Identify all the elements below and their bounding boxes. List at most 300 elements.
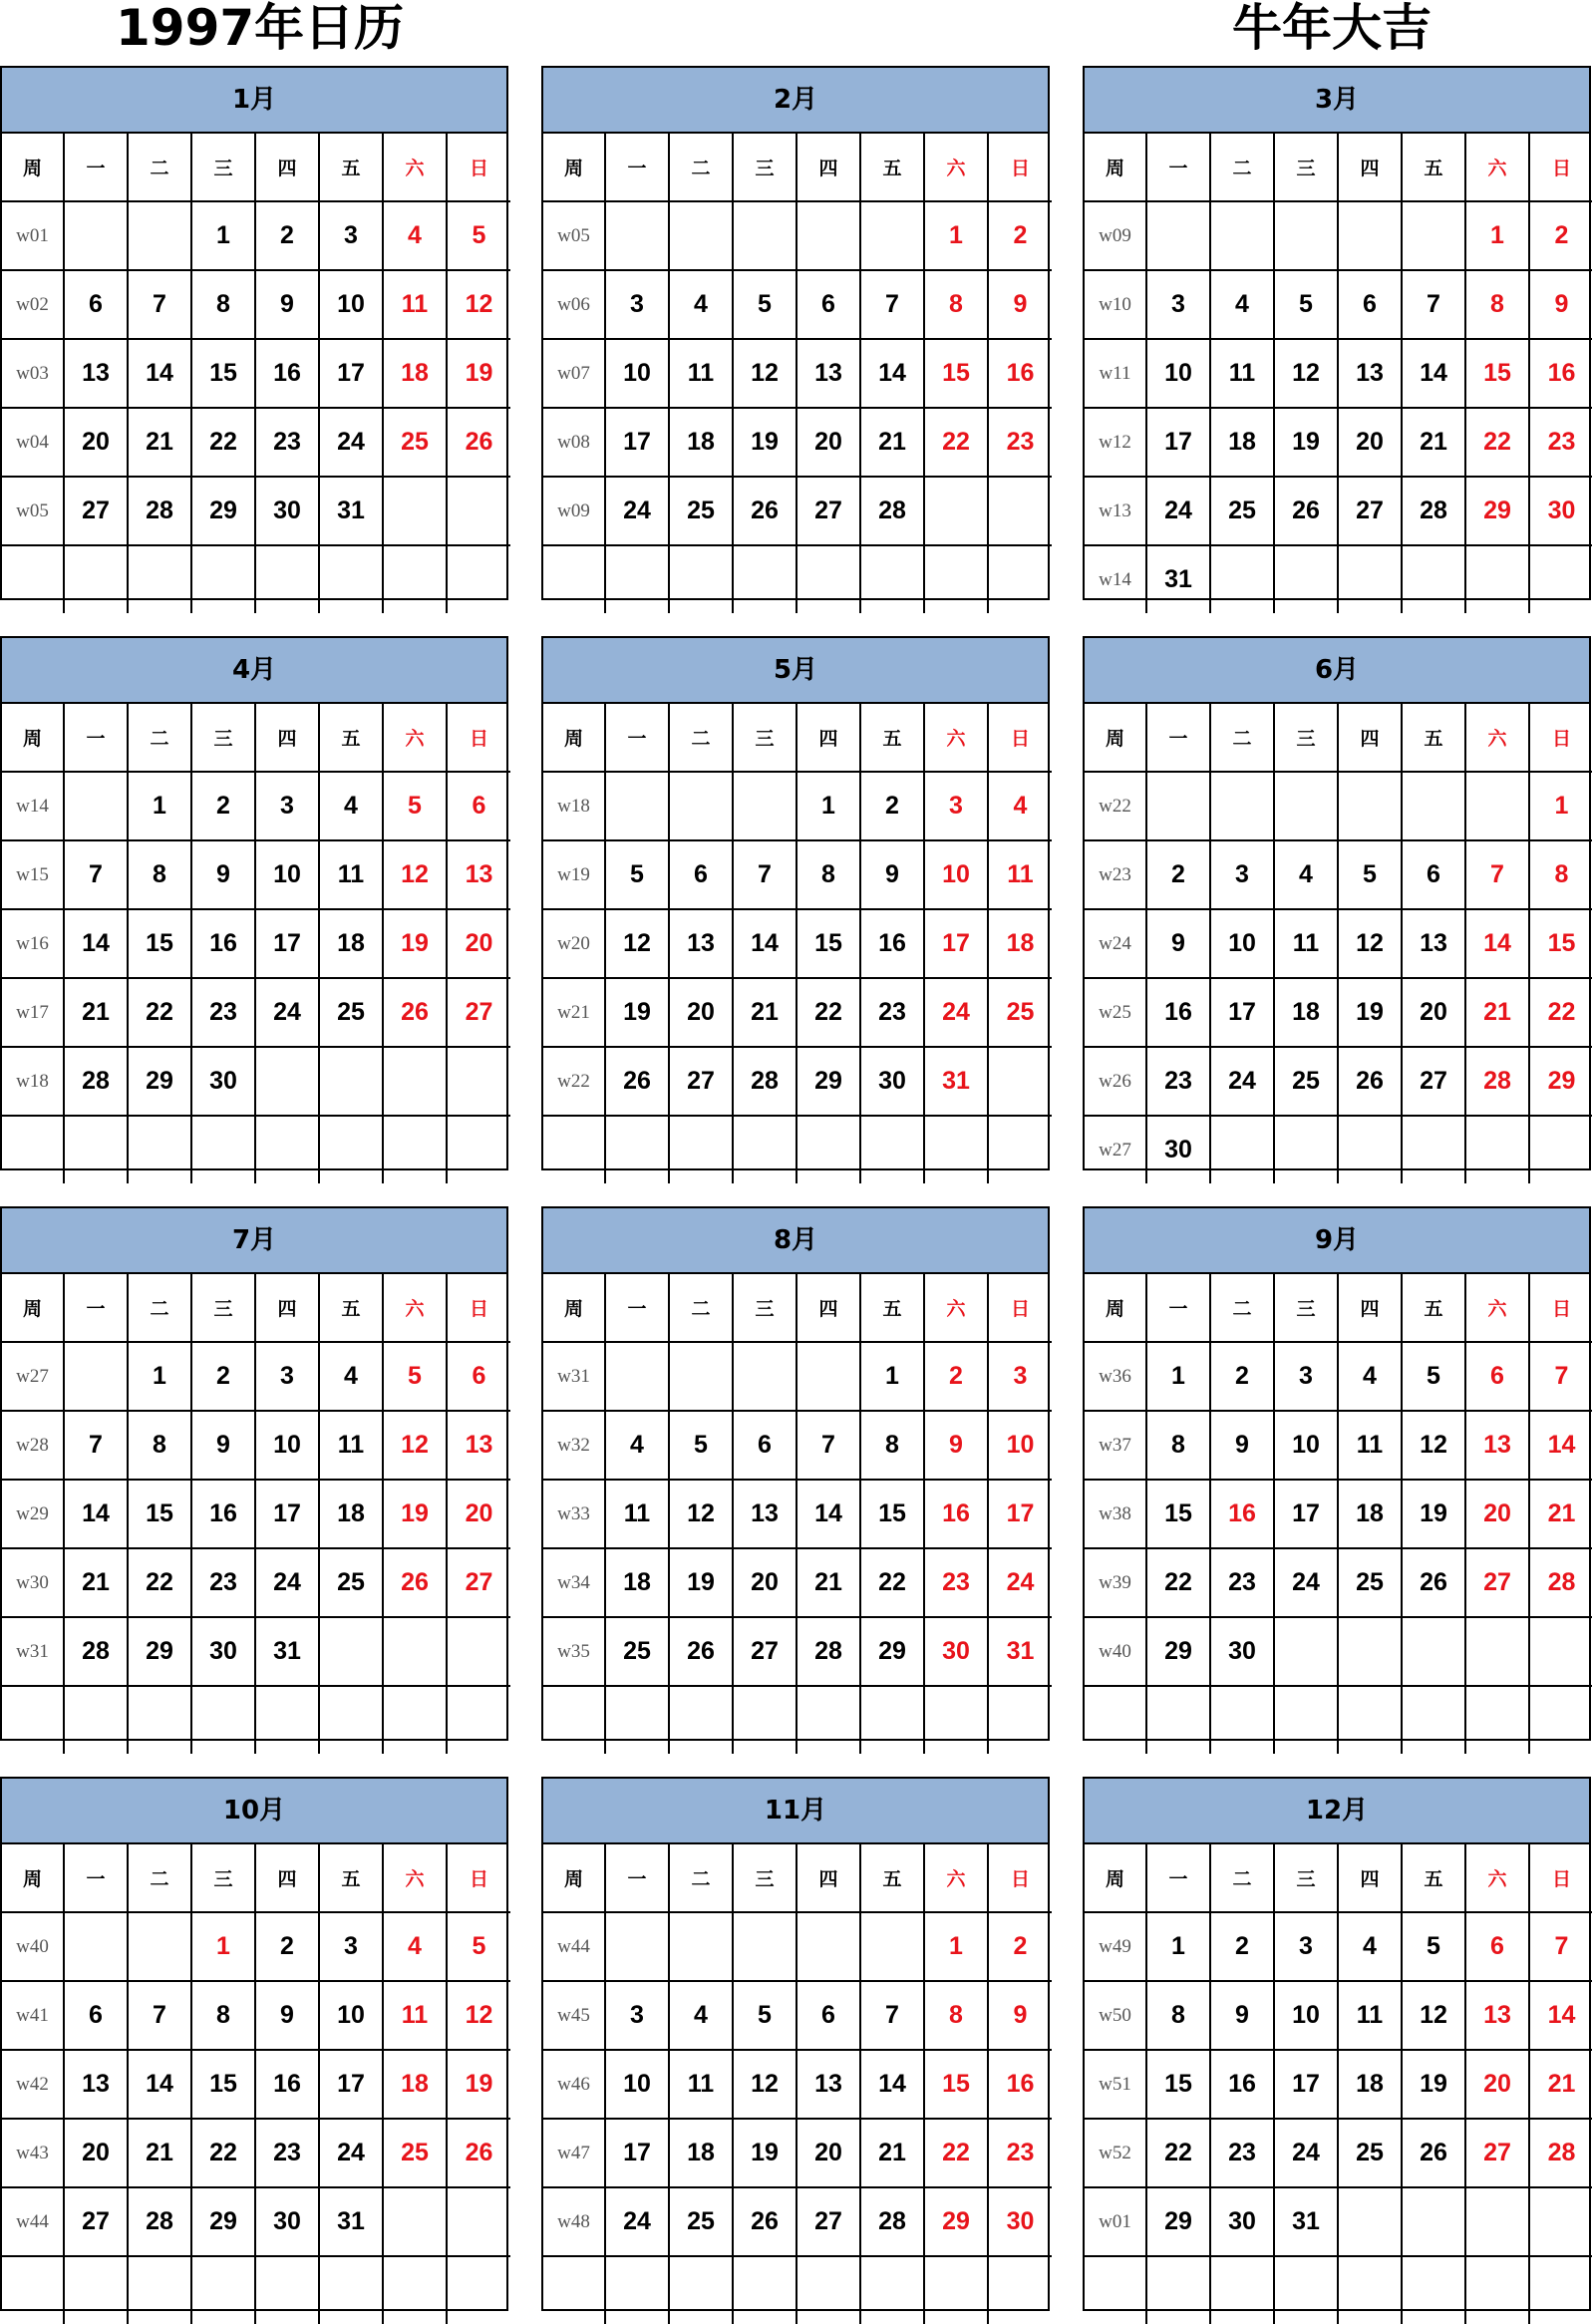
day-cell: 24 — [319, 2119, 383, 2187]
day-cell: 24 — [255, 1548, 319, 1617]
day-cell: 3 — [924, 772, 988, 840]
day-cell: 16 — [1210, 1480, 1274, 1548]
weekday-header-row — [2, 134, 510, 201]
week-column-header: 周 — [543, 704, 605, 772]
week-number: w46 — [543, 2050, 605, 2119]
day-cell: 6 — [796, 1981, 860, 2050]
week-number: w23 — [1085, 840, 1146, 909]
day-cell: 18 — [1338, 2050, 1402, 2119]
day-cell — [733, 1912, 796, 1981]
day-cell: 7 — [128, 270, 191, 339]
month-header: 4月 — [2, 638, 506, 704]
week-row — [1085, 1480, 1592, 1548]
week-number: w51 — [1085, 2050, 1146, 2119]
weekday-header: 四 — [1338, 134, 1402, 201]
week-number: w31 — [2, 1617, 64, 1686]
day-cell: 14 — [64, 1480, 128, 1548]
week-row — [543, 1981, 1052, 2050]
week-row — [543, 270, 1052, 339]
day-cell: 23 — [1210, 1548, 1274, 1617]
day-cell: 29 — [924, 2187, 988, 2256]
day-cell: 18 — [319, 1480, 383, 1548]
weekday-header: 四 — [255, 134, 319, 201]
day-cell: 17 — [319, 2050, 383, 2119]
week-number: w12 — [1085, 408, 1146, 477]
day-cell — [1402, 2187, 1465, 2256]
day-cell: 6 — [733, 1411, 796, 1480]
month-header: 2月 — [543, 68, 1048, 134]
day-cell: 22 — [796, 978, 860, 1047]
day-cell: 4 — [669, 1981, 733, 2050]
day-cell: 21 — [1465, 978, 1529, 1047]
week-row — [2, 2119, 510, 2187]
weekday-header: 四 — [255, 1274, 319, 1342]
week-column-header: 周 — [2, 1844, 64, 1912]
weekday-header: 六 — [924, 1274, 988, 1342]
week-number: w03 — [2, 339, 64, 408]
day-cell: 25 — [988, 978, 1052, 1047]
week-number: w01 — [2, 201, 64, 270]
day-cell — [669, 1912, 733, 1981]
day-cell: 13 — [796, 339, 860, 408]
week-row — [543, 1480, 1052, 1548]
day-cell: 3 — [1274, 1912, 1338, 1981]
month-header: 7月 — [2, 1208, 506, 1274]
day-cell — [733, 1686, 796, 1754]
day-cell: 1 — [1529, 772, 1592, 840]
day-cell — [1146, 201, 1210, 270]
day-cell: 28 — [128, 2187, 191, 2256]
day-cell: 22 — [924, 408, 988, 477]
day-cell: 11 — [1274, 909, 1338, 978]
day-cell: 16 — [191, 909, 255, 978]
day-cell: 7 — [733, 840, 796, 909]
week-row — [2, 1116, 510, 1183]
day-cell — [64, 1116, 128, 1183]
day-cell: 2 — [860, 772, 924, 840]
day-cell: 9 — [1529, 270, 1592, 339]
day-cell: 23 — [924, 1548, 988, 1617]
day-cell: 17 — [319, 339, 383, 408]
day-cell: 15 — [860, 1480, 924, 1548]
week-number — [543, 1116, 605, 1183]
weekday-header: 三 — [733, 704, 796, 772]
weekday-header: 二 — [128, 1844, 191, 1912]
month-calendar — [1083, 636, 1591, 1170]
weekday-header: 一 — [605, 704, 669, 772]
day-cell — [1210, 1686, 1274, 1754]
weekday-header: 一 — [64, 134, 128, 201]
week-number: w16 — [2, 909, 64, 978]
greeting-title: 牛年大吉 — [1232, 0, 1432, 57]
day-cell: 11 — [669, 339, 733, 408]
day-cell: 30 — [191, 1047, 255, 1116]
day-cell: 2 — [191, 772, 255, 840]
day-cell: 5 — [733, 1981, 796, 2050]
day-cell: 24 — [924, 978, 988, 1047]
weekday-header: 二 — [128, 134, 191, 201]
day-cell: 21 — [64, 978, 128, 1047]
week-number: w47 — [543, 2119, 605, 2187]
day-cell: 11 — [1338, 1411, 1402, 1480]
day-cell — [1274, 1617, 1338, 1686]
day-cell: 24 — [1274, 1548, 1338, 1617]
week-number: w21 — [543, 978, 605, 1047]
day-cell: 18 — [319, 909, 383, 978]
day-cell: 19 — [1402, 2050, 1465, 2119]
weekday-header: 四 — [796, 704, 860, 772]
day-cell: 10 — [1146, 339, 1210, 408]
weekday-header-row — [1085, 134, 1592, 201]
week-row — [1085, 477, 1592, 545]
week-number: w27 — [1085, 1116, 1146, 1183]
day-cell: 8 — [860, 1411, 924, 1480]
day-cell — [1338, 772, 1402, 840]
day-cell: 9 — [255, 270, 319, 339]
day-cell: 5 — [669, 1411, 733, 1480]
day-cell — [1274, 201, 1338, 270]
week-row — [1085, 2050, 1592, 2119]
week-row — [1085, 1411, 1592, 1480]
week-number: w32 — [543, 1411, 605, 1480]
week-row — [543, 2050, 1052, 2119]
day-cell: 28 — [796, 1617, 860, 1686]
day-cell: 13 — [64, 2050, 128, 2119]
day-cell: 28 — [1402, 477, 1465, 545]
day-cell: 2 — [1146, 840, 1210, 909]
day-cell: 19 — [669, 1548, 733, 1617]
day-cell — [860, 1912, 924, 1981]
day-cell — [255, 545, 319, 613]
day-cell: 6 — [447, 772, 510, 840]
day-cell: 26 — [447, 2119, 510, 2187]
month-header: 12月 — [1085, 1779, 1589, 1844]
day-cell: 16 — [1529, 339, 1592, 408]
day-cell — [605, 1912, 669, 1981]
day-cell: 30 — [1146, 1116, 1210, 1183]
week-row — [2, 201, 510, 270]
day-cell: 15 — [924, 339, 988, 408]
day-cell: 18 — [1274, 978, 1338, 1047]
month-header: 6月 — [1085, 638, 1589, 704]
day-cell — [605, 201, 669, 270]
weekday-header: 三 — [191, 1274, 255, 1342]
day-cell: 6 — [64, 1981, 128, 2050]
week-row — [543, 1912, 1052, 1981]
day-cell — [860, 1686, 924, 1754]
day-cell — [128, 1116, 191, 1183]
day-cell: 14 — [796, 1480, 860, 1548]
day-cell: 8 — [1529, 840, 1592, 909]
week-row — [2, 2187, 510, 2256]
day-cell: 4 — [605, 1411, 669, 1480]
day-cell: 13 — [64, 339, 128, 408]
week-row — [543, 477, 1052, 545]
day-cell: 5 — [1338, 840, 1402, 909]
day-cell: 27 — [733, 1617, 796, 1686]
day-cell: 14 — [1529, 1411, 1592, 1480]
day-cell: 16 — [988, 2050, 1052, 2119]
day-cell: 26 — [669, 1617, 733, 1686]
day-cell: 9 — [1210, 1411, 1274, 1480]
day-cell: 5 — [447, 1912, 510, 1981]
day-cell: 22 — [924, 2119, 988, 2187]
weekday-header: 一 — [64, 1274, 128, 1342]
weekday-header: 六 — [383, 1844, 447, 1912]
week-column-header: 周 — [1085, 1274, 1146, 1342]
day-cell: 14 — [128, 2050, 191, 2119]
week-number: w14 — [2, 772, 64, 840]
weekday-header: 一 — [605, 134, 669, 201]
week-row — [1085, 1342, 1592, 1411]
weekday-header: 四 — [1338, 704, 1402, 772]
day-cell: 23 — [191, 1548, 255, 1617]
day-cell — [605, 1342, 669, 1411]
day-cell: 13 — [1402, 909, 1465, 978]
week-row — [1085, 1981, 1592, 2050]
day-cell: 14 — [860, 2050, 924, 2119]
weekday-header: 日 — [1529, 704, 1592, 772]
month-calendar — [1083, 1206, 1591, 1741]
week-column-header: 周 — [2, 1274, 64, 1342]
day-cell: 15 — [796, 909, 860, 978]
day-cell: 24 — [605, 2187, 669, 2256]
day-cell: 7 — [1465, 840, 1529, 909]
day-cell: 4 — [988, 772, 1052, 840]
weekday-header: 日 — [1529, 1844, 1592, 1912]
week-number: w22 — [543, 1047, 605, 1116]
day-cell: 25 — [319, 978, 383, 1047]
day-cell: 22 — [1465, 408, 1529, 477]
day-cell — [605, 1686, 669, 1754]
day-cell: 13 — [669, 909, 733, 978]
day-cell: 6 — [796, 270, 860, 339]
week-number: w48 — [543, 2187, 605, 2256]
week-number: w37 — [1085, 1411, 1146, 1480]
day-cell: 13 — [1465, 1411, 1529, 1480]
day-cell — [1402, 1116, 1465, 1183]
week-number: w38 — [1085, 1480, 1146, 1548]
day-cell: 15 — [1529, 909, 1592, 978]
day-cell — [1146, 1686, 1210, 1754]
day-cell: 30 — [1529, 477, 1592, 545]
day-cell — [796, 1686, 860, 1754]
day-cell: 6 — [669, 840, 733, 909]
day-cell: 7 — [64, 1411, 128, 1480]
weekday-header: 三 — [733, 1844, 796, 1912]
week-row — [2, 909, 510, 978]
day-cell: 5 — [383, 772, 447, 840]
day-cell: 8 — [128, 1411, 191, 1480]
day-cell: 6 — [1465, 1912, 1529, 1981]
day-cell: 9 — [924, 1411, 988, 1480]
day-cell — [1529, 1116, 1592, 1183]
day-cell: 17 — [605, 2119, 669, 2187]
week-row — [2, 1342, 510, 1411]
month-grid — [543, 704, 1052, 1183]
month-header: 9月 — [1085, 1208, 1589, 1274]
day-cell: 11 — [988, 840, 1052, 909]
weekday-header: 三 — [191, 704, 255, 772]
day-cell: 9 — [191, 840, 255, 909]
weekday-header: 五 — [319, 1844, 383, 1912]
day-cell: 3 — [1146, 270, 1210, 339]
month-grid — [1085, 1844, 1592, 2324]
week-row — [543, 1686, 1052, 1754]
weekday-header: 五 — [319, 134, 383, 201]
week-column-header: 周 — [543, 1274, 605, 1342]
week-number: w20 — [543, 909, 605, 978]
day-cell: 9 — [988, 270, 1052, 339]
day-cell: 20 — [733, 1548, 796, 1617]
day-cell: 3 — [1274, 1342, 1338, 1411]
day-cell: 23 — [255, 2119, 319, 2187]
day-cell: 25 — [383, 2119, 447, 2187]
month-header: 11月 — [543, 1779, 1048, 1844]
weekday-header: 日 — [1529, 134, 1592, 201]
day-cell: 30 — [860, 1047, 924, 1116]
day-cell: 3 — [605, 270, 669, 339]
day-cell: 23 — [255, 408, 319, 477]
day-cell: 20 — [1465, 2050, 1529, 2119]
day-cell — [1274, 1686, 1338, 1754]
week-row — [2, 840, 510, 909]
day-cell: 30 — [1210, 1617, 1274, 1686]
month-calendar — [0, 1206, 508, 1741]
week-number: w18 — [2, 1047, 64, 1116]
day-cell: 26 — [733, 2187, 796, 2256]
week-column-header: 周 — [1085, 1844, 1146, 1912]
week-number: w15 — [2, 840, 64, 909]
day-cell: 5 — [1274, 270, 1338, 339]
week-row — [2, 408, 510, 477]
day-cell: 29 — [128, 1047, 191, 1116]
day-cell — [1210, 545, 1274, 613]
month-grid — [2, 1844, 510, 2324]
weekday-header: 五 — [1402, 704, 1465, 772]
day-cell: 26 — [1338, 1047, 1402, 1116]
week-row — [2, 545, 510, 613]
month-header: 8月 — [543, 1208, 1048, 1274]
week-row — [1085, 1912, 1592, 1981]
week-row — [2, 1617, 510, 1686]
day-cell: 24 — [988, 1548, 1052, 1617]
weekday-header: 六 — [1465, 704, 1529, 772]
day-cell: 12 — [1402, 1411, 1465, 1480]
week-row — [543, 1617, 1052, 1686]
day-cell: 7 — [1402, 270, 1465, 339]
day-cell: 5 — [447, 201, 510, 270]
month-grid — [2, 1274, 510, 1754]
day-cell: 1 — [128, 1342, 191, 1411]
day-cell: 20 — [669, 978, 733, 1047]
month-grid — [543, 1274, 1052, 1754]
day-cell — [1338, 201, 1402, 270]
day-cell: 19 — [1274, 408, 1338, 477]
day-cell — [924, 477, 988, 545]
day-cell — [447, 2187, 510, 2256]
day-cell: 9 — [860, 840, 924, 909]
day-cell: 4 — [319, 1342, 383, 1411]
week-row — [1085, 840, 1592, 909]
week-column-header: 周 — [543, 1844, 605, 1912]
day-cell: 21 — [1529, 1480, 1592, 1548]
day-cell: 20 — [64, 408, 128, 477]
week-row — [543, 978, 1052, 1047]
week-number: w19 — [543, 840, 605, 909]
week-row — [1085, 909, 1592, 978]
day-cell — [1402, 1617, 1465, 1686]
day-cell: 5 — [1402, 1342, 1465, 1411]
day-cell: 18 — [383, 2050, 447, 2119]
day-cell: 17 — [1146, 408, 1210, 477]
day-cell: 22 — [860, 1548, 924, 1617]
day-cell: 6 — [447, 1342, 510, 1411]
day-cell: 16 — [988, 339, 1052, 408]
day-cell: 21 — [128, 2119, 191, 2187]
day-cell — [796, 1342, 860, 1411]
day-cell: 21 — [733, 978, 796, 1047]
day-cell — [64, 772, 128, 840]
day-cell: 10 — [319, 270, 383, 339]
day-cell: 16 — [191, 1480, 255, 1548]
weekday-header: 五 — [319, 1274, 383, 1342]
day-cell: 20 — [447, 1480, 510, 1548]
day-cell — [1274, 772, 1338, 840]
day-cell: 20 — [1402, 978, 1465, 1047]
weekday-header: 一 — [1146, 704, 1210, 772]
day-cell: 1 — [191, 1912, 255, 1981]
day-cell — [1402, 201, 1465, 270]
week-row — [2, 1686, 510, 1754]
day-cell: 22 — [1146, 2119, 1210, 2187]
day-cell: 29 — [1529, 1047, 1592, 1116]
day-cell: 26 — [383, 1548, 447, 1617]
day-cell: 1 — [1146, 1912, 1210, 1981]
week-number: w24 — [1085, 909, 1146, 978]
day-cell: 22 — [191, 2119, 255, 2187]
day-cell: 12 — [447, 270, 510, 339]
day-cell — [1465, 1686, 1529, 1754]
day-cell: 7 — [1529, 1912, 1592, 1981]
day-cell — [860, 1116, 924, 1183]
day-cell: 27 — [1465, 2119, 1529, 2187]
week-row — [2, 978, 510, 1047]
day-cell: 28 — [860, 2187, 924, 2256]
weekday-header: 五 — [1402, 1844, 1465, 1912]
day-cell: 13 — [1338, 339, 1402, 408]
day-cell — [319, 1617, 383, 1686]
day-cell: 12 — [1338, 909, 1402, 978]
day-cell: 17 — [924, 909, 988, 978]
day-cell: 31 — [988, 1617, 1052, 1686]
day-cell: 27 — [796, 2187, 860, 2256]
weekday-header: 五 — [1402, 1274, 1465, 1342]
day-cell: 27 — [447, 978, 510, 1047]
day-cell — [796, 1912, 860, 1981]
day-cell: 24 — [319, 408, 383, 477]
weekday-header: 四 — [1338, 1844, 1402, 1912]
day-cell: 25 — [1338, 1548, 1402, 1617]
day-cell: 22 — [191, 408, 255, 477]
day-cell — [1402, 772, 1465, 840]
day-cell: 18 — [669, 408, 733, 477]
day-cell: 28 — [1529, 1548, 1592, 1617]
day-cell: 15 — [128, 909, 191, 978]
weekday-header: 日 — [988, 704, 1052, 772]
week-number: w33 — [543, 1480, 605, 1548]
week-number: w36 — [1085, 1342, 1146, 1411]
